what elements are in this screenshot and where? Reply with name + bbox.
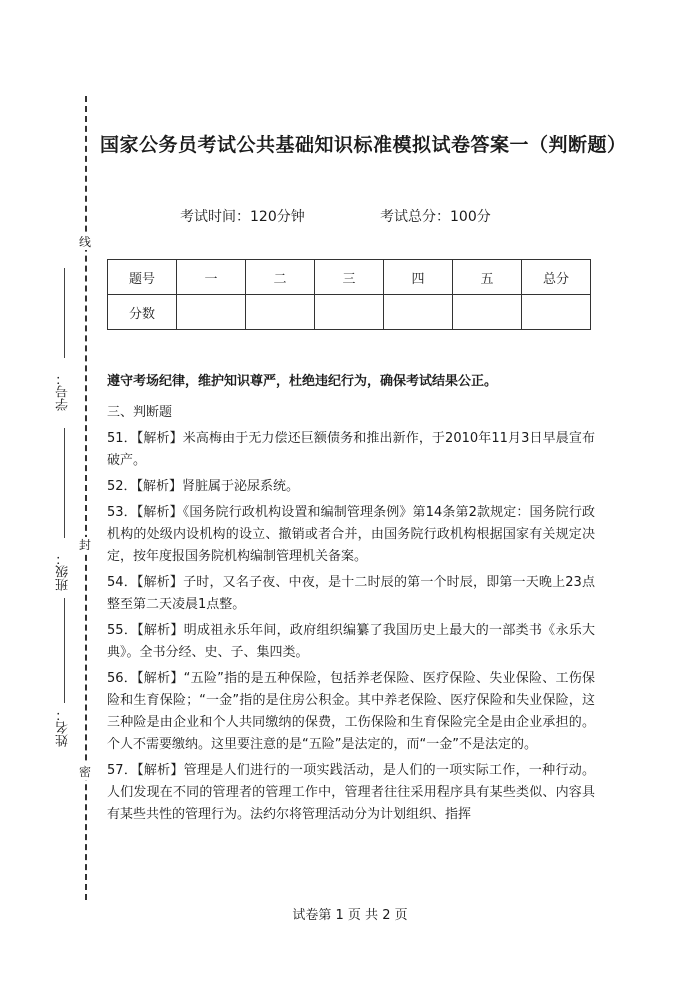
score-table-score-row (108, 295, 591, 330)
class-label: 班级： (56, 552, 71, 592)
score-header-cell: 题号 (108, 260, 177, 295)
score-table (107, 259, 591, 330)
answer-item: 56．【解析】“五险”指的是五种保险，包括养老保险、医疗保险、失业保险、工伤保险和生育保险；“一金”指的是住房公积金。其中养老保险、医疗保险和失业保险，这三种险是由企业和个人共同缴纳的保费，工伤保险和生育保险完全是由企业承担的。个人不需要缴纳。这里要注意的是“五险”是法定的，而“一金”不是法定的。 (107, 671, 595, 752)
class-underline (64, 428, 65, 538)
score-cell[interactable] (177, 295, 246, 330)
binding-char-xian: 线 (76, 234, 94, 250)
binding-char-feng: 封 (76, 537, 94, 553)
score-cell[interactable] (453, 295, 522, 330)
name-underline (64, 598, 65, 703)
answer-item: 53．【解析】《国务院行政机构设置和编制管理条例》第14条第2款规定：国务院行政机构的处级内设机构的设立、撤销或者合并，由国务院行政机构根据国家有关规定决定，按年度报国务院机构编制管理机关备案。 (107, 505, 595, 564)
exam-notice: 遵守考场纪律，维护知识尊严，杜绝违纪行为，确保考试结果公正。 (107, 374, 498, 389)
exam-total-score: 考试总分：100分 (380, 209, 491, 225)
binding-char-mi: 密 (76, 764, 94, 780)
answer-item: 51．【解析】米高梅由于无力偿还巨额债务和推出新作，于2010年11月3日早晨宣布破产。 (107, 431, 595, 468)
section-title: 三、判断题 (107, 405, 173, 420)
exam-time: 考试时间：120分钟 (180, 209, 305, 225)
student-id-underline (64, 268, 65, 358)
score-cell[interactable] (522, 295, 591, 330)
answer-item: 52．【解析】肾脏属于泌尿系统。 (107, 479, 300, 494)
score-row-label: 分数 (108, 295, 177, 330)
answer-item: 54．【解析】子时，又名子夜、中夜，是十二时辰的第一个时辰，即第一天晚上23点整至第二天凌晨1点整。 (107, 575, 595, 612)
score-cell[interactable] (315, 295, 384, 330)
score-header-cell: 总分 (522, 260, 591, 295)
score-header-cell: 五 (453, 260, 522, 295)
score-header-cell: 三 (315, 260, 384, 295)
page-footer: 试卷第 1 页 共 2 页 (292, 908, 408, 923)
answer-content (107, 402, 595, 830)
score-header-cell: 一 (177, 260, 246, 295)
score-header-cell: 二 (246, 260, 315, 295)
page-title: 国家公务员考试公共基础知识标准模拟试卷答案一（判断题） (100, 134, 627, 156)
score-table-header-row (108, 260, 591, 295)
answer-item: 57．【解析】管理是人们进行的一项实践活动，是人们的一项实际工作，一种行动。人们发现在不同的管理者的管理工作中，管理者往往采用程序具有某些类似、内容具有某些共性的管理行为。法约尔将管理活动分为计划组织、指挥 (107, 763, 595, 822)
student-id-label: 学号： (56, 372, 71, 412)
score-cell[interactable] (384, 295, 453, 330)
score-header-cell: 四 (384, 260, 453, 295)
score-cell[interactable] (246, 295, 315, 330)
name-label: 姓名： (56, 708, 71, 748)
answer-item: 55．【解析】明成祖永乐年间，政府组织编纂了我国历史上最大的一部类书《永乐大典》。全书分经、史、子、集四类。 (107, 623, 595, 660)
